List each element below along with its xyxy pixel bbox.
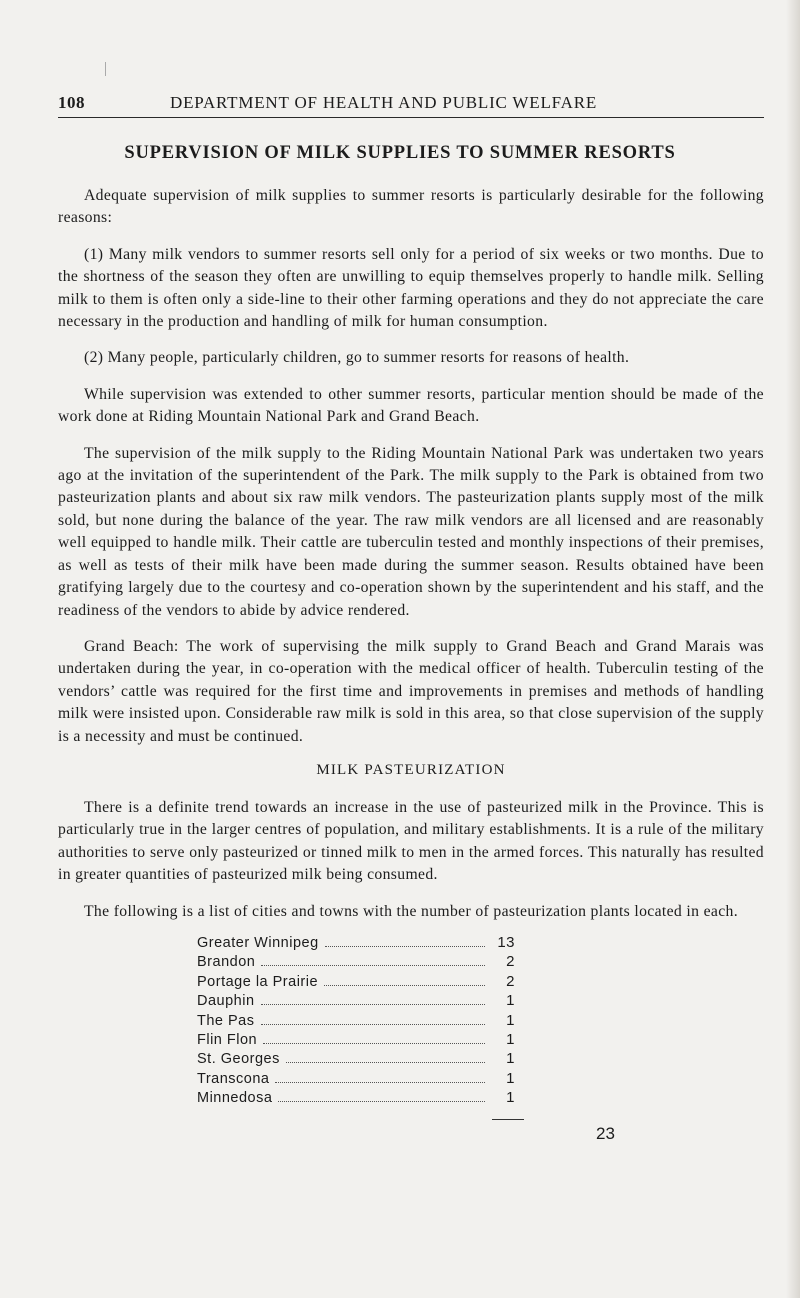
dot-leader bbox=[286, 1061, 485, 1063]
list-item bbox=[197, 1031, 515, 1050]
dot-leader bbox=[261, 1023, 486, 1025]
plant-count: 1 bbox=[506, 1050, 515, 1068]
list-item bbox=[197, 953, 515, 972]
plant-count: 1 bbox=[506, 1069, 515, 1087]
paragraph-intro: Adequate supervision of milk supplies to summer resorts is particularly desirable for the following reasons: bbox=[58, 187, 764, 227]
paragraph-pasteurization-trend: There is a definite trend towards an increase in the use of pasteurized milk in the Province. This is particularly true in the larger centres of population, and military establishments. It is a rule of the military authorities to serve only pasteurized or tinned milk to men in the armed forces. This naturally has resulted in greater quantities of pasteurized milk being consumed. bbox=[58, 798, 764, 884]
list-item bbox=[197, 973, 515, 992]
paragraph-grand-beach: Grand Beach: The work of supervising the milk supply to Grand Beach and Grand Marais was undertaken during the year, in co-operation with the medical officer of health. Tuberculin testing of the vendors’ cattle was required for the first time and improvements in premises and methods of handling milk were insisted upon. Considerable raw milk is sold in this area, so that close supervision of the supply is a necessity and must be continued. bbox=[58, 637, 764, 745]
dot-leader bbox=[261, 964, 485, 966]
dot-leader bbox=[261, 1003, 485, 1005]
plant-count: 1 bbox=[506, 1011, 515, 1029]
paragraph-reason-1: (1) Many milk vendors to summer resorts sell only for a period of six weeks or two months. Due to the shortness of the season they often are unwilling to equip themselves properly to handle milk. Selling milk to them is often only a side-line to their other farming operations and they do not appreciate the care necessary in the production and handling of milk for human consumption. bbox=[58, 245, 764, 331]
dot-leader bbox=[325, 945, 485, 947]
dot-leader bbox=[324, 984, 485, 986]
plant-city: Flin Flon bbox=[197, 1031, 258, 1048]
plant-city: Portage la Prairie bbox=[197, 973, 319, 990]
total-rule bbox=[492, 1119, 524, 1120]
plant-city: Dauphin bbox=[197, 993, 255, 1010]
dot-leader bbox=[278, 1100, 485, 1102]
plant-count: 2 bbox=[506, 953, 515, 971]
list-item bbox=[197, 1070, 515, 1089]
plant-count: 2 bbox=[506, 972, 515, 990]
list-item bbox=[197, 1089, 515, 1108]
page-header bbox=[58, 93, 764, 119]
margin-mark bbox=[105, 62, 107, 76]
running-head: DEPARTMENT OF HEALTH AND PUBLIC WELFARE bbox=[170, 93, 598, 112]
pasteurization-plant-list bbox=[197, 934, 515, 1109]
paragraph-riding-mountain: The supervision of the milk supply to the Riding Mountain National Park was undertaken two years ago at the invitation of the superintendent of the Park. The milk supply to the Park is obtained from two pasteurization plants and about six raw milk vendors. The pasteurization plants supply most of the milk sold, but none during the balance of the year. The raw milk vendors are all licensed and are reasonably well equipped to handle milk. Their cattle are tuberculin tested and monthly inspections of their premises, as well as tests of their milk have been made during the summer season. Results obtained have been gratifying largely due to the courtesy and co-operation shown by the superintendent and his staff, and the readiness of the vendors to abide by advice rendered. bbox=[58, 444, 764, 619]
page-edge-shadow bbox=[786, 0, 800, 1298]
plant-count: 13 bbox=[497, 934, 515, 951]
plant-count: 1 bbox=[506, 1089, 515, 1107]
plant-city: St. Georges bbox=[197, 1051, 280, 1068]
subheading-milk-pasteurization: MILK PASTEURIZATION bbox=[316, 761, 506, 778]
page-number: 108 bbox=[58, 93, 85, 112]
list-item bbox=[197, 1050, 515, 1069]
dot-leader bbox=[263, 1042, 485, 1044]
section-title: SUPERVISION OF MILK SUPPLIES TO SUMMER RESORTS bbox=[124, 143, 676, 163]
plant-count: 1 bbox=[506, 1030, 515, 1048]
plant-city: Brandon bbox=[197, 954, 256, 971]
plant-city: Greater Winnipeg bbox=[197, 935, 319, 951]
paragraph-other-resorts: While supervision was extended to other summer resorts, particular mention should be made of the work done at Riding Mountain National Park and Grand Beach. bbox=[58, 385, 764, 426]
list-item bbox=[197, 1012, 515, 1031]
body-text bbox=[58, 185, 764, 937]
plant-total: 23 bbox=[596, 1124, 615, 1143]
list-item bbox=[197, 992, 515, 1011]
plant-city: The Pas bbox=[197, 1012, 255, 1029]
list-item bbox=[197, 934, 515, 953]
plant-count: 1 bbox=[506, 992, 515, 1010]
dot-leader bbox=[275, 1081, 485, 1083]
paragraph-reason-2: (2) Many people, particularly children, go to summer resorts for reasons of health. bbox=[84, 349, 630, 367]
plant-city: Minnedosa bbox=[197, 1090, 273, 1107]
plant-city: Transcona bbox=[197, 1070, 270, 1087]
header-rule bbox=[58, 117, 764, 118]
paragraph-list-intro: The following is a list of cities and towns with the number of pasteurization plants located in each. bbox=[84, 902, 738, 920]
